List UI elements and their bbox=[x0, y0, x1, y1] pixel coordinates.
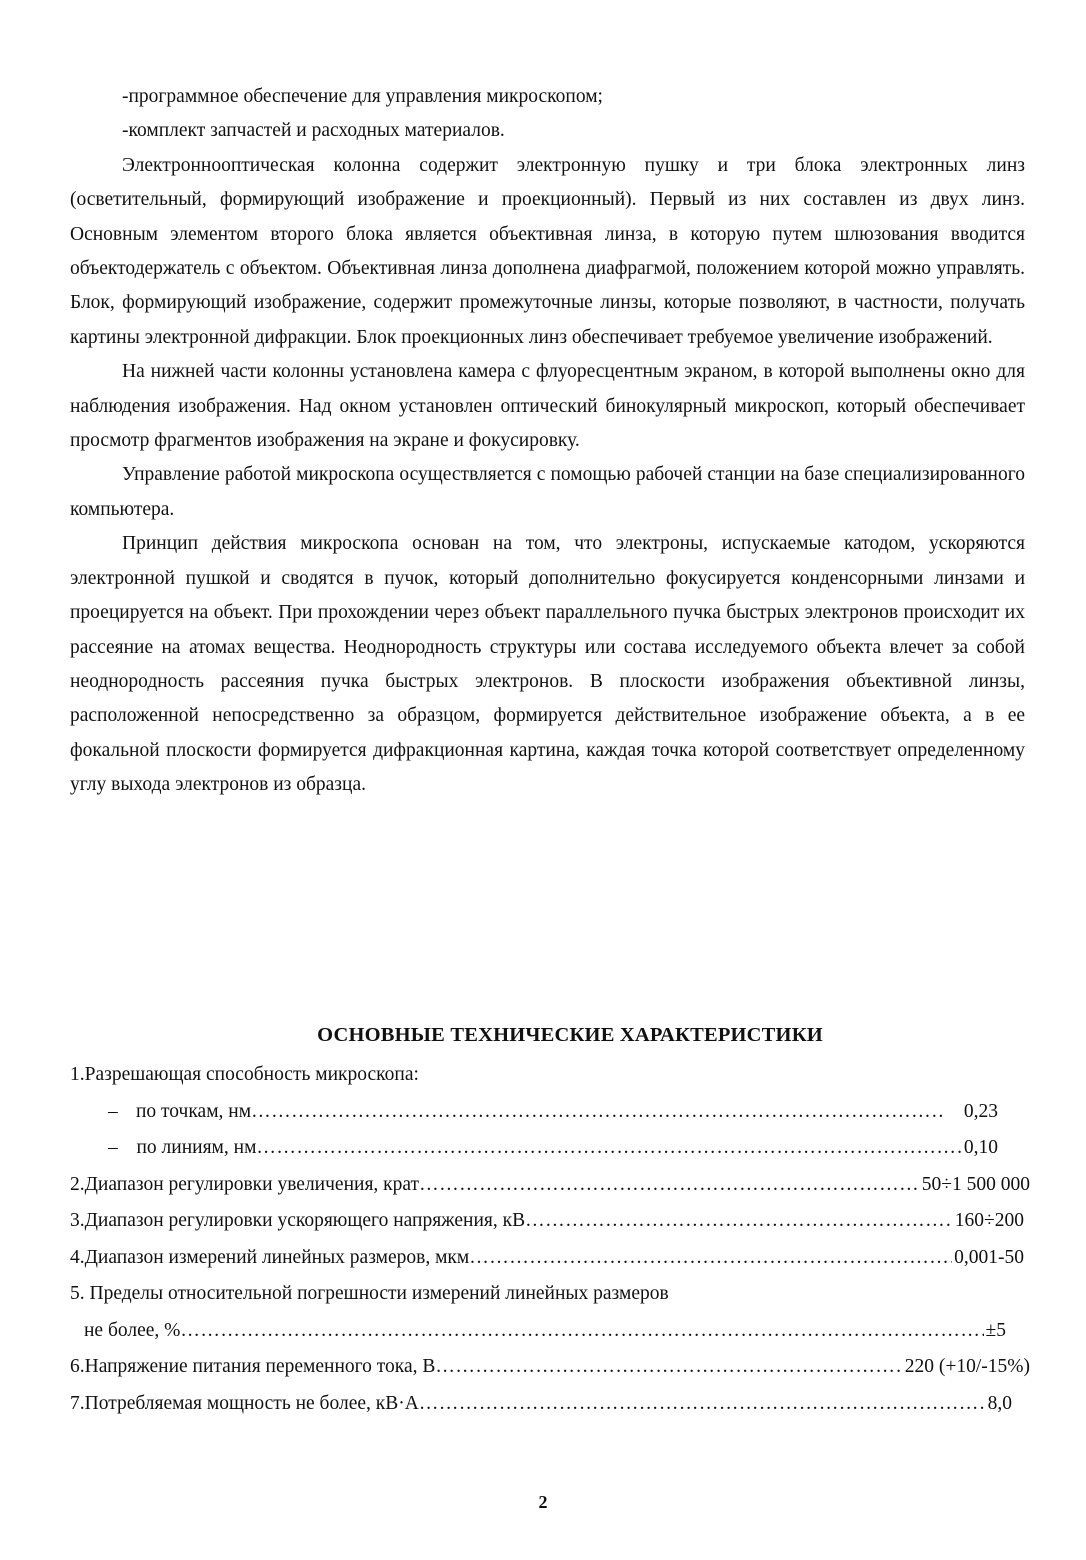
spec-label: по точкам, нм bbox=[135, 1100, 252, 1122]
list-item-software: -программное обеспечение для управления микроскопом; bbox=[122, 86, 603, 107]
spec-supply-voltage bbox=[70, 1356, 1030, 1393]
dash-bullet: – bbox=[108, 1137, 118, 1158]
spec-label: не более, % bbox=[84, 1319, 181, 1341]
body-text bbox=[70, 80, 1025, 803]
spec-power-consumption bbox=[70, 1393, 1030, 1430]
spec-label: 3.Диапазон регулировки ускоряющего напряжения, кВ bbox=[70, 1210, 526, 1231]
dash-bullet: – bbox=[108, 1100, 118, 1122]
spec-value: 0,23 bbox=[963, 1100, 998, 1122]
dot-leader bbox=[256, 1137, 961, 1159]
spec-value: 160÷200 bbox=[954, 1210, 1024, 1231]
dot-leader bbox=[251, 1101, 944, 1123]
spec-resolution-title: 1.Разрешающая способность микроскопа: bbox=[70, 1064, 419, 1085]
spec-label: 6.Напряжение питания переменного тока, В bbox=[70, 1356, 436, 1377]
paragraph-column: Электроннооптическая колонна содержит электронную пушку и три блока электронных линз (осветительный, формирующий изображение и проекционный). Первый из них составлен из двух линз. Основным элементом второго блока является объективная линза, в которую путем шлюзования вводится объектодержатель с объектом. Объективная линза дополнена диафрагмой, положением которой можно управлять. Блок, формирующий изображение, содержит промежуточные линзы, которые позволяют, в частности, получать картины электронной дифракции. Блок проекционных линз обеспечивает требуемое увеличение изображений. bbox=[70, 154, 1025, 348]
dot-leader bbox=[419, 1174, 920, 1196]
spec-value: ±5 bbox=[985, 1319, 1006, 1341]
dot-leader bbox=[419, 1393, 986, 1415]
spec-magnification bbox=[70, 1174, 1030, 1211]
spec-label: 7.Потребляемая мощность не более, кВ·А bbox=[70, 1392, 419, 1414]
list-item-spare-parts: -комплект запчастей и расходных материалов. bbox=[122, 120, 505, 142]
spec-value: 220 (+10/-15%) bbox=[904, 1356, 1030, 1377]
dot-leader bbox=[180, 1320, 983, 1342]
spec-error-limit bbox=[70, 1320, 1030, 1357]
paragraph-camera: На нижней части колонны установлена камера с флуоресцентным экраном, в которой выполнены окно для наблюдения изображения. Над окном установлен оптический бинокулярный микроскоп, который обеспечивает просмотр фрагментов изображения на экране и фокусировку. bbox=[70, 361, 1025, 452]
specs-list bbox=[70, 1064, 1030, 1429]
section-title: ОСНОВНЫЕ ТЕХНИЧЕСКИЕ ХАРАКТЕРИСТИКИ bbox=[317, 1024, 823, 1046]
spec-resolution-points bbox=[70, 1101, 1030, 1138]
spec-label: 4.Диапазон измерений линейных размеров, мкм bbox=[70, 1246, 470, 1268]
dot-leader bbox=[435, 1356, 902, 1378]
spec-value: 0,10 bbox=[963, 1137, 998, 1158]
dot-leader bbox=[525, 1210, 953, 1232]
paragraph-control: Управление работой микроскопа осуществляется с помощью рабочей станции на базе специализированного компьютера. bbox=[70, 464, 1025, 520]
spec-value: 0,001-50 bbox=[954, 1246, 1024, 1268]
spec-measurement-range bbox=[70, 1247, 1030, 1284]
spec-value: 50÷1 500 000 bbox=[921, 1173, 1030, 1195]
spec-label: по линиям, нм bbox=[136, 1137, 257, 1158]
spec-label: 2.Диапазон регулировки увеличения, крат bbox=[70, 1173, 420, 1195]
page-number: 2 bbox=[538, 1492, 548, 1512]
spec-value: 8,0 bbox=[987, 1392, 1012, 1414]
dot-leader bbox=[469, 1247, 952, 1269]
paragraph-principle: Принцип действия микроскопа основан на том, что электроны, испускаемые катодом, ускоряются электронной пушкой и сводятся в пучок, который дополнительно фокусируется конденсорными линзами и проецируется на объект. При прохождении через объект параллельного пучка быстрых электронов происходит их рассеяние на атомах вещества. Неоднородность структуры или состава исследуемого объекта влечет за собой неоднородность рассеяния пучка быстрых электронов. В плоскости изображения объективной линзы, расположенной непосредственно за образцом, формируется действительное изображение объекта, а в ее фокальной плоскости формируется дифракционная картина, каждая точка которой соответствует определенному углу выхода электронов из образца. bbox=[70, 533, 1025, 796]
spec-resolution-lines bbox=[70, 1137, 1030, 1174]
spec-error-title: 5. Пределы относительной погрешности измерений линейных размеров bbox=[70, 1283, 669, 1304]
spec-voltage-range bbox=[70, 1210, 1030, 1247]
